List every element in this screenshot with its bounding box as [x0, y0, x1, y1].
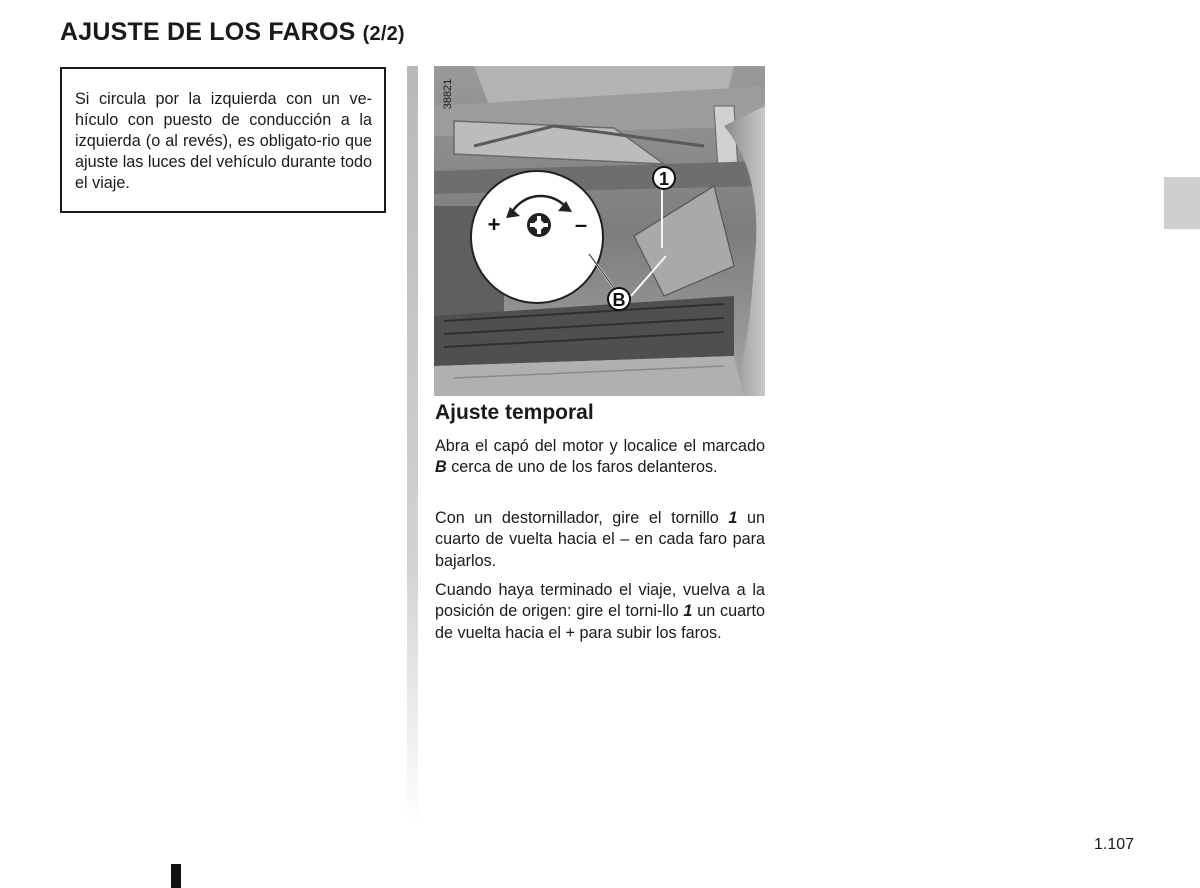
paragraph-2 [435, 508, 765, 572]
section-title: Ajuste temporal [435, 401, 594, 424]
paragraph-1-text-b: cerca de uno de los faros delanteros. [446, 458, 718, 477]
paragraph-2-text-b: un cuarto de vuelta hacia el – en cada faro para bajarlos. [435, 509, 765, 570]
page-title-text: AJUSTE DE LOS FAROS [60, 18, 356, 46]
paragraph-2-text-a: Con un destornillador, gire el tornillo [435, 509, 729, 527]
page-title [60, 18, 405, 47]
page-number: 1.107 [1094, 836, 1135, 853]
plus-sign: + [487, 212, 501, 237]
minus-sign: – [574, 212, 588, 237]
screw-reference: 1 [728, 509, 738, 527]
callout-1-label: 1 [658, 169, 670, 189]
paragraph-1 [435, 436, 765, 479]
figure-number-text: 38821 [442, 78, 454, 110]
crop-mark [171, 864, 181, 888]
warning-text: Si circula por la izquierda con un ve-hículo con puesto de conducción a la izquierda (o al revés), es obligato-rio que ajuste las luces del vehículo durante todo el viaje. [75, 90, 372, 192]
engine-bay-illustration [434, 66, 765, 396]
page-title-part: (2/2) [362, 23, 405, 45]
paragraph-3-text-b: un cuarto de vuelta hacia el + para subir los faros. [435, 602, 765, 642]
paragraph-3 [435, 580, 765, 644]
chapter-tab [1164, 177, 1200, 229]
callout-b-label: B [612, 290, 626, 310]
marking-reference: B [435, 458, 447, 477]
paragraph-3-text-a: Cuando haya terminado el viaje, vuelva a la posición de origen: gire el torni-llo [435, 581, 765, 621]
column-divider [407, 66, 418, 826]
warning-box [60, 67, 386, 213]
screw-reference: 1 [683, 602, 693, 621]
paragraph-1-text-a: Abra el capó del motor y localice el marcado [435, 437, 765, 455]
engine-bay-drawing [434, 66, 765, 396]
figure-number [436, 74, 460, 118]
